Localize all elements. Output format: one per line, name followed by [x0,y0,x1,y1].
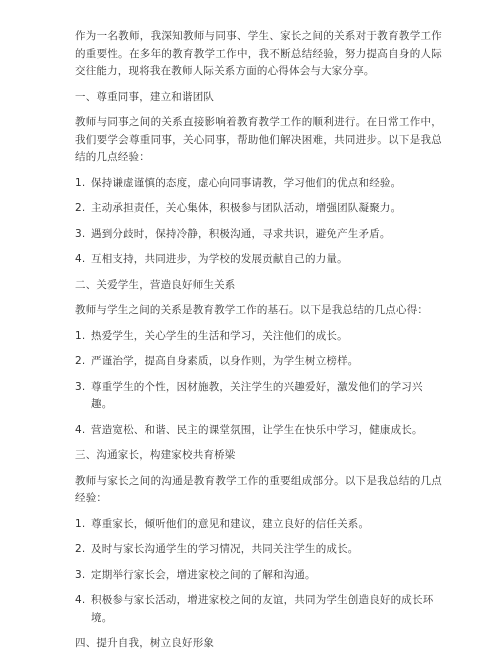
list-number: 4. [75,253,86,265]
list-text: 尊重学生的个性，因材施教，关注学生的兴趣爱好，激发他们的学习兴趣。 [91,380,423,410]
list-item [75,516,442,534]
list-item [75,328,442,346]
section-list [75,516,442,628]
section-heading: 二、关爱学生，营造良好师生关系 [75,278,236,291]
list-number: 3. [75,227,86,240]
list-item [75,541,442,559]
list-number: 1. [75,176,86,189]
list-number: 1. [75,329,86,342]
list-item [75,200,442,218]
list-item [75,251,442,269]
section-list [75,328,442,440]
section-heading: 一、尊重同事，建立和谐团队 [75,90,215,103]
section-heading: 三、沟通家长，构建家校共育桥梁 [75,449,236,461]
list-number: 2. [75,543,86,555]
list-item [75,422,442,440]
section-lead: 教师与学生之间的关系是教育教学工作的基石。以下是我总结的几点心得： [75,304,429,316]
list-number: 4. [75,423,86,436]
section-heading: 四、提升自我，树立良好形象 [75,637,215,649]
list-item [75,175,442,193]
list-text: 保持谦虚谨慎的态度，虚心向同事请教，学习他们的优点和经验。 [91,176,402,189]
list-text: 热爱学生，关心学生的生活和学习，关注他们的成长。 [91,329,348,342]
intro-paragraph: 作为一名教师，我深知教师与同事、学生、家长之间的关系对于教育教学工作的重要性。在多年的教育教学工作中，我不断总结经验，努力提高自身的人际交往能力，现将我在教师人际关系方面的心得体会与大家分享。 [75,30,442,77]
list-text: 定期举行家长会，增进家校之间的了解和沟通。 [91,568,316,581]
section-list [75,175,442,269]
list-number: 2. [75,355,86,367]
list-text: 积极参与家长活动，增进家校之间的友谊，共同为学生创造良好的成长环境。 [91,594,434,624]
section-lead: 教师与家长之间的沟通是教育教学工作的重要组成部分。以下是我总结的几点经验： [75,474,442,504]
list-text: 遇到分歧时，保持冷静，积极沟通，寻求共识，避免产生矛盾。 [91,227,391,240]
list-text: 尊重家长，倾听他们的意见和建议，建立良好的信任关系。 [91,517,370,530]
list-item [75,592,442,627]
list-number: 1. [75,517,86,530]
list-item [75,567,442,585]
list-number: 4. [75,594,86,606]
list-text: 互相支持，共同进步，为学校的发展贡献自己的力量。 [91,253,348,265]
list-text: 严谨治学，提高自身素质，以身作则，为学生树立榜样。 [91,355,359,367]
list-item [75,353,442,371]
section-lead: 教师与同事之间的关系直接影响着教育教学工作的顺利进行。在日常工作中，我们要学会尊重同事，关心同事，帮助他们解决困难，共同进步。以下是我总结的几点经验： [75,116,442,163]
list-item [75,379,442,414]
list-text: 主动承担责任，关心集体，积极参与团队活动，增强团队凝聚力。 [91,202,402,214]
list-number: 2. [75,202,86,214]
list-text: 及时与家长沟通学生的学习情况，共同关注学生的成长。 [91,543,359,555]
list-item [75,226,442,244]
list-number: 3. [75,568,86,581]
list-text: 营造宽松、和谐、民主的课堂氛围，让学生在快乐中学习，健康成长。 [91,423,423,436]
list-number: 3. [75,380,86,393]
